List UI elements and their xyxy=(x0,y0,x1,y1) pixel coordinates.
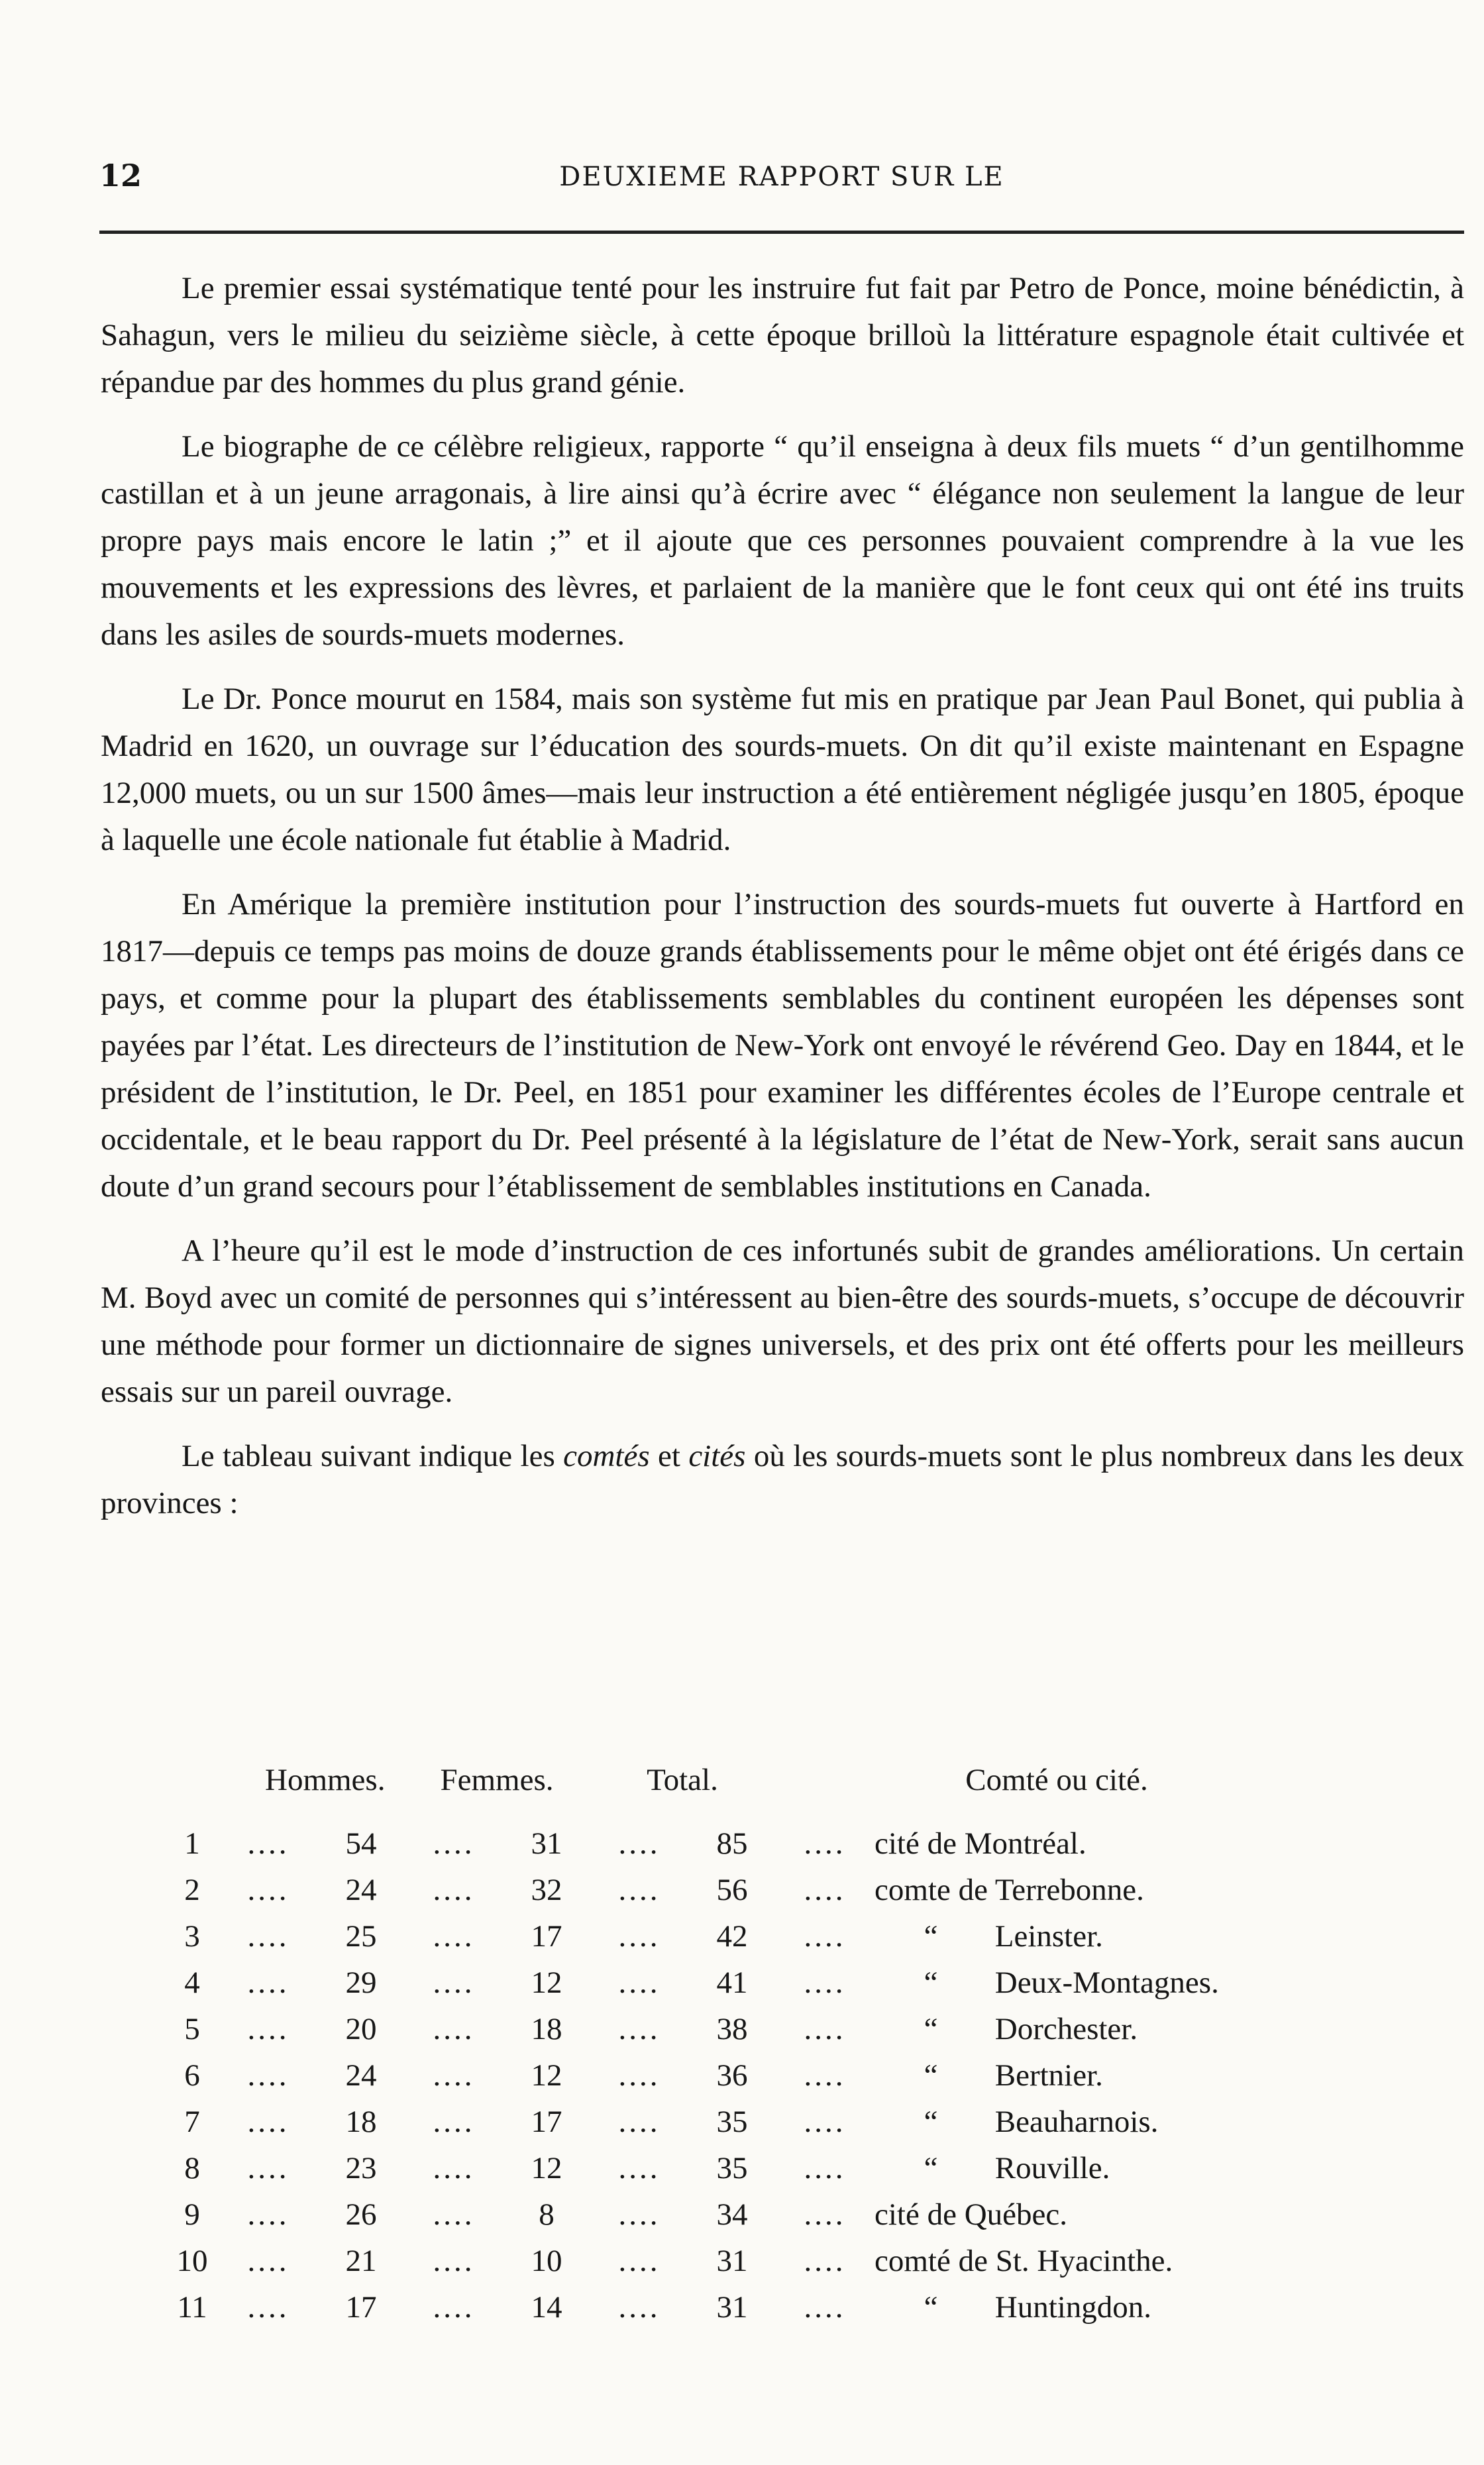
leader-dots: .... xyxy=(433,1919,475,1954)
hommes-value: 24 xyxy=(345,1873,377,1907)
leader-dots: .... xyxy=(433,2290,475,2325)
place-prefix: “ xyxy=(924,2151,938,2185)
femmes-value: 32 xyxy=(531,1873,562,1907)
leader-dots: .... xyxy=(618,2012,661,2046)
table-row xyxy=(166,2099,1338,2145)
total-value: 85 xyxy=(716,1826,748,1861)
intro-after: où les sourds-muets sont le plus nombreux dans les deux provinces : xyxy=(101,1439,1464,1520)
total-value: 41 xyxy=(716,1966,748,2000)
leader-dots: .... xyxy=(433,2197,475,2232)
leader-dots: .... xyxy=(804,1826,846,1861)
place-name: Deux-Montagnes. xyxy=(994,1966,1219,2000)
leader-dots: .... xyxy=(804,2197,846,2232)
place-cell xyxy=(874,2052,1338,2099)
leader-dots: .... xyxy=(247,2197,290,2232)
place-name: Bertnier. xyxy=(994,2058,1103,2093)
leader-dots: .... xyxy=(618,2244,661,2278)
leader-dots: .... xyxy=(247,2290,290,2325)
place-cell xyxy=(874,2284,1338,2331)
paragraph-ponce: Le premier essai systématique tenté pour les instruire fut fait par Petro de Ponce, moine bénédictin, à Sahagun, vers le milieu du seizième siècle, à cette époque brilloù la littérature espagnole était cultivée et répandue par des hommes du plus grand génie. xyxy=(101,271,1464,399)
leader-dots: .... xyxy=(433,1873,475,1907)
hommes-value: 26 xyxy=(345,2197,377,2232)
leader-dots: .... xyxy=(247,2058,290,2093)
hommes-value: 20 xyxy=(345,2012,377,2046)
place-prefix: cité de xyxy=(874,2197,957,2232)
femmes-value: 31 xyxy=(531,1826,562,1861)
leader-dots: .... xyxy=(247,2244,290,2278)
paragraph-amerique: En Amérique la première institution pour l’instruction des sourds-muets fut ouverte à Hartford en 1817—depuis ce temps pas moins de douze grands établissements pour le même objet ont été érigés dans ce pays, et comme pour la plupart des établissements semblables du continent européen les dépenses sont payées par l’état. Les directeurs de l’institution de New-York ont envoyé le révérend Geo. Day en 1844, et le président de l’institution, le Dr. Peel, en 1851 pour examiner les différentes écoles de l’Europe centrale et occidentale, et le beau rapport du Dr. Peel présenté à la législature de l’état de New-York, serait sans aucun doute d’un grand secours pour l’établissement de semblables institutions en Canada. xyxy=(101,887,1464,1204)
total-value: 35 xyxy=(716,2151,748,2185)
place-prefix: “ xyxy=(924,2105,938,2139)
femmes-value: 17 xyxy=(531,1919,562,1954)
leader-dots: .... xyxy=(247,2012,290,2046)
hommes-value: 23 xyxy=(345,2151,377,2185)
leader-dots: .... xyxy=(804,2244,846,2278)
paragraph-bonet: Le Dr. Ponce mourut en 1584, mais son système fut mis en pratique par Jean Paul Bonet, qui publia à Madrid en 1620, un ouvrage sur l’éducation des sourds-muets. On dit qu’il existe maintenant en Espagne 12,000 muets, ou un sur 1500 âmes—mais leur instruction a été entièrement négligée jusqu’en 1805, époque à laquelle une école nationale fut établie à Madrid. xyxy=(101,682,1464,857)
header-femmes: Femmes. xyxy=(440,1763,554,1797)
intro-cites: cités xyxy=(688,1439,746,1473)
leader-dots: .... xyxy=(618,2290,661,2325)
intro-before: Le tableau suivant indique les xyxy=(182,1439,564,1473)
leader-dots: .... xyxy=(433,2105,475,2139)
total-value: 35 xyxy=(716,2105,748,2139)
femmes-value: 18 xyxy=(531,2012,562,2046)
leader-dots: .... xyxy=(618,2105,661,2139)
leader-dots: .... xyxy=(804,2151,846,2185)
femmes-value: 10 xyxy=(531,2244,562,2278)
leader-dots: .... xyxy=(433,1826,475,1861)
total-value: 34 xyxy=(716,2197,748,2232)
place-prefix: “ xyxy=(924,2012,938,2046)
place-cell xyxy=(874,2099,1338,2145)
place-name: Montréal. xyxy=(964,1826,1086,1861)
leader-dots: .... xyxy=(804,2012,846,2046)
leader-dots: .... xyxy=(433,2012,475,2046)
total-value: 31 xyxy=(716,2290,748,2325)
hommes-value: 24 xyxy=(345,2058,377,2093)
place-cell xyxy=(874,1960,1338,2006)
deaf-mute-table xyxy=(166,1762,1338,2331)
femmes-value: 12 xyxy=(531,2058,562,2093)
place-cell xyxy=(874,1913,1338,1960)
femmes-value: 12 xyxy=(531,2151,562,2185)
place-name: Rouville. xyxy=(994,2151,1110,2185)
running-head: DEUXIEME RAPPORT SUR LE xyxy=(559,162,1004,192)
place-name: Beauharnois. xyxy=(994,2105,1159,2139)
place-cell xyxy=(874,2145,1338,2191)
leader-dots: .... xyxy=(247,1919,290,1954)
table-header-row xyxy=(166,1762,1338,1820)
header-hommes: Hommes. xyxy=(265,1763,386,1797)
total-value: 38 xyxy=(716,2012,748,2046)
header-place: Comté ou cité. xyxy=(965,1763,1148,1797)
place-name: Huntingdon. xyxy=(994,2290,1152,2325)
table-row xyxy=(166,2191,1338,2238)
intro-comtes: comtés xyxy=(563,1439,650,1473)
leader-dots: .... xyxy=(618,1826,661,1861)
place-prefix: comte de xyxy=(874,1873,988,1907)
row-number: 11 xyxy=(177,2290,207,2325)
row-number: 5 xyxy=(184,2012,200,2046)
leader-dots: .... xyxy=(804,1873,846,1907)
row-number: 8 xyxy=(184,2151,200,2185)
table-row xyxy=(166,2006,1338,2052)
place-name: Dorchester. xyxy=(994,2012,1138,2046)
hommes-value: 17 xyxy=(345,2290,377,2325)
row-number: 9 xyxy=(184,2197,200,2232)
leader-dots: .... xyxy=(247,2105,290,2139)
page-number: 12 xyxy=(99,158,142,193)
intro-middle: et xyxy=(649,1439,689,1473)
leader-dots: .... xyxy=(804,1919,846,1954)
table-row xyxy=(166,2052,1338,2099)
body-text xyxy=(101,265,1464,1544)
page-header xyxy=(99,158,1464,197)
femmes-value: 17 xyxy=(531,2105,562,2139)
total-value: 31 xyxy=(716,2244,748,2278)
paragraph-boyd: A l’heure qu’il est le mode d’instruction de ces infortunés subit de grandes améliorations. Un certain M. Boyd avec un comité de personnes qui s’intéressent au bien-être des sourds-muets, s’occupe de découvrir une méthode pour former un dictionnaire de signes universels, et des prix ont été offerts pour les meilleurs essais sur un pareil ouvrage. xyxy=(101,1233,1464,1409)
row-number: 1 xyxy=(184,1826,200,1861)
hommes-value: 18 xyxy=(345,2105,377,2139)
table-row xyxy=(166,1820,1338,1867)
place-cell xyxy=(874,1820,1338,1867)
place-name: Terrebonne. xyxy=(994,1873,1144,1907)
place-cell xyxy=(874,2191,1338,2238)
leader-dots: .... xyxy=(247,1966,290,2000)
table-body xyxy=(166,1820,1338,2331)
leader-dots: .... xyxy=(433,1966,475,2000)
leader-dots: .... xyxy=(618,1966,661,2000)
paragraph-biographe: Le biographe de ce célèbre religieux, rapporte “ qu’il enseigna à deux fils muets “ d’un gentilhomme castillan et à un jeune arragonais, à lire ainsi qu’à écrire avec “ élégance non seulement la langue de leur propre pays mais encore le latin ;” et il ajoute que ces personnes pouvaient comprendre à la vue les mouvements et les expressions des lèvres, et parlaient de la manière que le font ceux qui ont été ins truits dans les asiles de sourds-muets modernes. xyxy=(101,429,1464,652)
place-cell xyxy=(874,1867,1338,1913)
row-number: 10 xyxy=(176,2244,208,2278)
row-number: 3 xyxy=(184,1919,200,1954)
femmes-value: 12 xyxy=(531,1966,562,2000)
header-total: Total. xyxy=(647,1763,718,1797)
place-prefix: “ xyxy=(924,2058,938,2093)
femmes-value: 8 xyxy=(539,2197,555,2232)
leader-dots: .... xyxy=(804,2105,846,2139)
hommes-value: 29 xyxy=(345,1966,377,2000)
place-name: Leinster. xyxy=(994,1919,1103,1954)
place-prefix: comté de xyxy=(874,2244,988,2278)
hommes-value: 25 xyxy=(345,1919,377,1954)
leader-dots: .... xyxy=(618,1873,661,1907)
place-name: St. Hyacinthe. xyxy=(995,2244,1173,2278)
femmes-value: 14 xyxy=(531,2290,562,2325)
place-prefix: “ xyxy=(924,1966,938,2000)
total-value: 36 xyxy=(716,2058,748,2093)
table-row xyxy=(166,1913,1338,1960)
leader-dots: .... xyxy=(804,2058,846,2093)
table-row xyxy=(166,2238,1338,2284)
leader-dots: .... xyxy=(433,2151,475,2185)
table-row xyxy=(166,1867,1338,1913)
table-row xyxy=(166,1960,1338,2006)
table-row xyxy=(166,2284,1338,2331)
place-name: Québec. xyxy=(964,2197,1067,2232)
paragraph-table-intro xyxy=(101,1433,1464,1527)
leader-dots: .... xyxy=(618,1919,661,1954)
row-number: 6 xyxy=(184,2058,200,2093)
leader-dots: .... xyxy=(804,1966,846,2000)
row-number: 7 xyxy=(184,2105,200,2139)
place-prefix: “ xyxy=(924,2290,938,2325)
leader-dots: .... xyxy=(804,2290,846,2325)
leader-dots: .... xyxy=(433,2244,475,2278)
hommes-value: 54 xyxy=(345,1826,377,1861)
hommes-value: 21 xyxy=(345,2244,377,2278)
header-rule xyxy=(99,231,1464,234)
row-number: 4 xyxy=(184,1966,200,2000)
leader-dots: .... xyxy=(433,2058,475,2093)
leader-dots: .... xyxy=(247,2151,290,2185)
table-row xyxy=(166,2145,1338,2191)
leader-dots: .... xyxy=(618,2151,661,2185)
leader-dots: .... xyxy=(247,1873,290,1907)
row-number: 2 xyxy=(184,1873,200,1907)
place-cell xyxy=(874,2238,1338,2284)
leader-dots: .... xyxy=(618,2058,661,2093)
place-prefix: “ xyxy=(924,1919,938,1954)
leader-dots: .... xyxy=(247,1826,290,1861)
leader-dots: .... xyxy=(618,2197,661,2232)
total-value: 56 xyxy=(716,1873,748,1907)
place-cell xyxy=(874,2006,1338,2052)
total-value: 42 xyxy=(716,1919,748,1954)
place-prefix: cité de xyxy=(874,1826,957,1861)
